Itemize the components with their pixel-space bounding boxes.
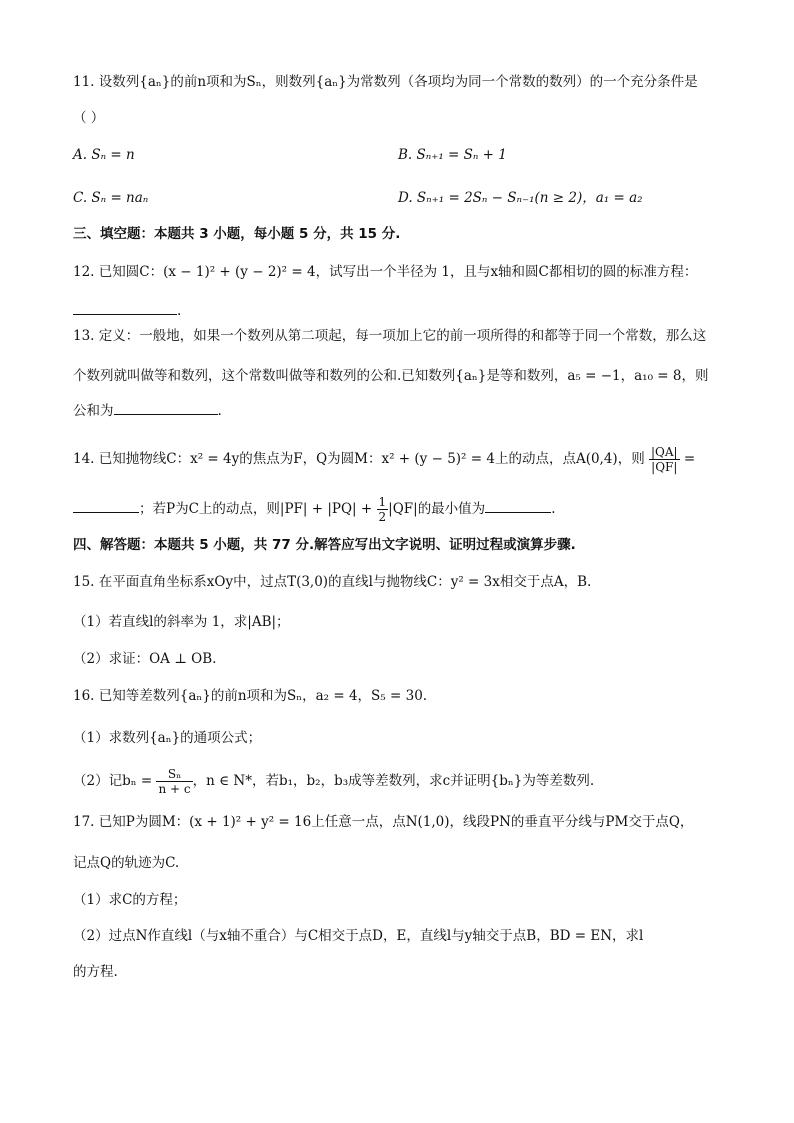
q12-tail: . [177, 303, 182, 319]
q14-half-num: 1 [378, 495, 387, 509]
q13-line2: 个数列就叫做等和数列，这个常数叫做等和数列的公和.已知数列{aₙ}是等和数列，a₅ = −1，a₁₀ = 8，则 [73, 368, 709, 384]
q15-part2: （2）求证：OA ⊥ OB. [73, 651, 217, 667]
q16-part2-pre: （2）记bₙ = [73, 773, 153, 789]
q14-blank-1[interactable] [73, 498, 139, 513]
q16-fraction [156, 767, 192, 796]
q12-text: 12. 已知圆C：(x − 1)² + (y − 2)² = 4，试写出一个半径为 1，且与x轴和圆C都相切的圆的标准方程： [73, 264, 698, 280]
q11-paren: （ ） [73, 110, 105, 126]
q14-line1-post: = [683, 451, 696, 467]
q14-blank-2[interactable] [485, 498, 551, 513]
q12-answer-line [73, 300, 181, 321]
q17-part1: （1）求C的方程； [73, 892, 187, 908]
q16-frac-num: Sₙ [156, 767, 192, 782]
q13-line3-post: . [217, 403, 222, 419]
q14-frac-den: |QF| [651, 460, 678, 474]
q16-stem: 16. 已知等差数列{aₙ}的前n项和为Sₙ，a₂ = 4，S₅ = 30. [73, 688, 428, 704]
q17-part2-cont: 的方程. [73, 964, 118, 980]
q11-option-c: C. Sₙ = naₙ [73, 190, 149, 206]
q11-stem: 11. 设数列{aₙ}的前n项和为Sₙ，则数列{aₙ}为常数列（各项均为同一个常数的数列）的一个充分条件是 [73, 74, 698, 90]
q15-stem: 15. 在平面直角坐标系xOy中，过点T(3,0)的直线l与抛物线C：y² = 3x相交于点A，B. [73, 574, 592, 590]
q17-line2: 记点Q的轨迹为C. [73, 855, 180, 871]
q11-option-d: D. Sₙ₊₁ = 2Sₙ − Sₙ₋₁(n ≥ 2)，a₁ = a₂ [398, 190, 643, 206]
q11-option-b: B. Sₙ₊₁ = Sₙ + 1 [398, 147, 507, 163]
section4-title: 四、解答题：本题共 5 小题，共 77 分.解答应写出文字说明、证明过程或演算步骤. [73, 537, 576, 553]
q16-part2-post: ，n ∈ N*，若b₁，b₂，b₃成等差数列，求c并证明{bₙ}为等差数列. [192, 773, 595, 789]
q14-line1-pre: 14. 已知抛物线C：x² = 4y的焦点为F，Q为圆M：x² + (y − 5)² = 4上的动点，点A(0,4)，则 [73, 451, 645, 467]
q12-blank[interactable] [73, 300, 177, 315]
q16-part2 [73, 766, 594, 796]
q14-frac-num: |QA| [651, 445, 678, 459]
q17-part2: （2）过点N作直线l（与x轴不重合）与C相交于点D，E，直线l与y轴交于点B，BD = EN，求l [73, 928, 644, 944]
q14-line2-post: . [551, 501, 556, 517]
q14-line2 [73, 494, 555, 524]
section3-title: 三、填空题：本题共 3 小题，每小题 5 分，共 15 分. [73, 226, 401, 242]
q15-part1: （1）若直线l的斜率为 1，求|AB|； [73, 614, 290, 630]
q14-fraction [649, 445, 680, 474]
q13-line3 [73, 400, 222, 421]
q14-line1 [73, 444, 695, 474]
q14-half [377, 495, 389, 524]
q13-line1: 13. 定义：一般地，如果一个数列从第二项起，每一项加上它的前一项所得的和都等于同一个常数，那么这 [73, 328, 707, 344]
q16-frac-den: n + c [158, 782, 191, 796]
q14-line2-mid: ；若P为C上的动点，则|PF| + |PQ| + [139, 501, 373, 517]
q13-line3-pre: 公和为 [73, 403, 114, 419]
q16-part1: （1）求数列{aₙ}的通项公式； [73, 730, 262, 746]
q14-half-den: 2 [378, 510, 387, 524]
q13-blank[interactable] [114, 400, 218, 415]
q11-option-a: A. Sₙ = n [73, 147, 135, 163]
q14-line2-mid2: |QF|的最小值为 [388, 501, 486, 517]
q17-line1: 17. 已知P为圆M：(x + 1)² + y² = 16上任意一点，点N(1,0)，线段PN的垂直平分线与PM交于点Q， [73, 814, 694, 830]
